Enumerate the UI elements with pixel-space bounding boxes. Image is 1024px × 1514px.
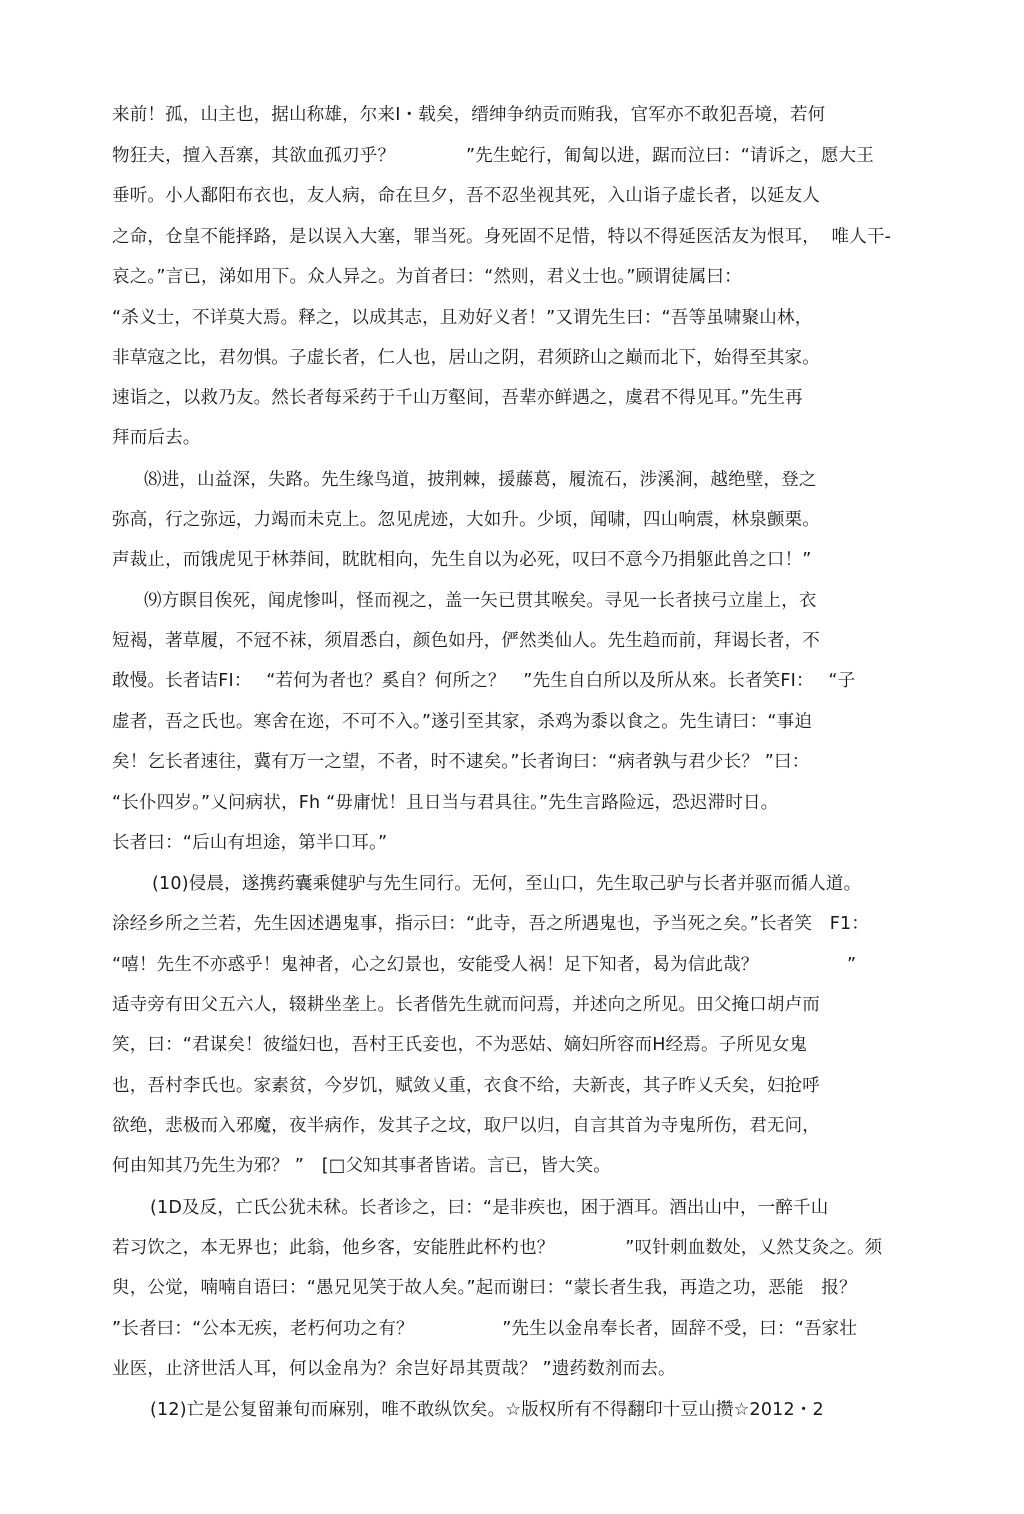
text-line: 若习饮之，本无界也；此翁，他乡客，安能胜此杯杓也？ ”叹针刺血数处，乂然艾灸之。须	[112, 1238, 883, 1258]
paragraph-9-start: ⑼方瞑目俟死，闻虎惨叫，怪而视之，盖一矢已贯其喉矣。寻见一长者挟弓立崖上，衣	[144, 591, 817, 611]
paragraph-10-start: (10)侵晨，遂携药囊乘健驴与先生同行。无何，至山口，先生取己驴与长者并驱而循人道。	[152, 874, 862, 894]
text-line: 垂听。小人鄱阳布衣也，友人病，命在旦夕，吾不忍坐视其死，入山诣子虚长者，以延友人	[112, 186, 820, 206]
text-line: 非草寇之比，君勿惧。子虚长者，仁人也，居山之阴，君须跻山之巅而北下，始得至其家。	[112, 348, 820, 368]
text-line: 涂经乡所之兰若，先生因述遇鬼事，指示曰：“此寺，吾之所遇鬼也，予当死之矣。”长者笑 F1：	[112, 914, 870, 934]
paragraph-11-start: (1D及反，亡氏公犹未秫。长者诊之，曰：“是非疾也，困于酒耳。酒出山中，一醉千山	[150, 1198, 829, 1218]
text-line: 长者曰：“后山有坦途，第半口耳。”	[112, 833, 388, 853]
paragraph-12-start: (12)亡是公复留兼旬而麻别，唯不敢纵饮矣。☆版权所有不得翻印十豆山攒☆2012・2	[150, 1400, 824, 1420]
text-line: 短褐，著草履，不冠不袜，须眉悉白，颜色如丹，俨然类仙人。先生趋而前，拜谒长者，不	[112, 631, 820, 651]
text-line: 臾，公觉，喃喃自语曰：“愚兄见笑于故人矣。”起而谢曰：“蒙长者生我，再造之功，恶能 报？	[112, 1278, 857, 1298]
text-line: 业医，止济世活人耳，何以金帛为？余岂好昂其贾哉？ ”遗药数剂而去。	[112, 1359, 676, 1379]
text-line: 拜而后去。	[112, 428, 201, 448]
text-line: “杀义士，不详莫大焉。释之，以成其志，且劝好义者！”又谓先生曰：“吾等虽啸聚山林，	[112, 308, 813, 328]
text-line: 速诣之，以救乃友。然长者每采药于千山万壑间，吾辈亦鲜遇之，虞君不得见耳。”先生再	[112, 388, 803, 408]
text-line: 声裁止，而饿虎见于林莽间，眈眈相向，先生自以为必死，叹曰不意今乃捐躯此兽之口！”	[112, 550, 812, 570]
text-line: 矣！乞长者速往，冀有万一之望，不者，时不逮矣。”长者询曰：“病者孰与君少长？ ”曰：	[112, 752, 810, 772]
text-line: 弥高，行之弥远，力竭而未克上。忽见虎迹，大如升。少顷，闻啸，四山响震，林泉颤栗。	[112, 510, 820, 530]
text-line: 虚者，吾之氏也。寒舍在迩，不可不入。”遂引至其家，杀鸡为黍以食之。先生请曰：“事迫	[112, 712, 813, 732]
text-line: 适寺旁有田父五六人，辍耕坐垄上。长者偕先生就而问焉，并述向之所见。田父掩口胡卢而	[112, 995, 820, 1015]
text-line: 也，吾村李氏也。家素贫，今岁饥，赋敛乂重，衣食不给，夫新丧，其子昨乂夭矣，妇抢呼	[112, 1076, 820, 1096]
text-line: 敢慢。长者诘FI： “若何为者也？奚自？何所之？ ”先生自白所以及所从來。长者笑FI： “子	[112, 671, 856, 691]
text-line: ”长者曰：“公本无疾，老朽何功之有？ ”先生以金帛奉长者，固辞不受，曰：“吾家壮	[112, 1319, 858, 1339]
text-line: “长仆四岁。”乂问病状，Fh “毋庸忧！且日当与君具往。”先生言路险远，恐迟滞时日。	[112, 793, 779, 813]
text-line: 欲绝，悲极而入邪魔，夜半病作，发其子之坟，取尸以归，自言其首为寺鬼所伤，君无问，	[112, 1116, 820, 1136]
text-line: “嘻！先生不亦惑乎！鬼神者，心之幻景也，安能受人祸！足下知者，曷为信此哉？ ”	[112, 955, 857, 975]
text-line: 哀之。”言已，涕如用下。众人异之。为首者曰：“然则，君义士也。”顾谓徒属曰：	[112, 267, 742, 287]
text-line: 笑，曰：“君谋矣！彼缢妇也，吾村王氏妾也，不为恶姑、嫡妇所容而H经焉。子所见女鬼	[112, 1035, 808, 1055]
text-line: 何由知其乃先生为邪？ ” [□父知其事者皆诺。言已，皆大笑。	[112, 1156, 611, 1176]
text-line: 物狂夫，擅入吾寨，其欲血孤刃乎？ ”先生蛇行，匍匐以进，踞而泣曰：“请诉之，愿大王	[112, 146, 874, 166]
text-line: 之命，仓皇不能择路，是以误入大塞，罪当死。身死固不足惜，特以不得延医活友为恨耳， 唯人干-	[112, 227, 892, 247]
text-line: 来前！孤，山主也，据山称雄，尔来I・载矣，缙绅争纳贡而贿我，官军亦不敢犯吾境，若何	[112, 105, 826, 125]
paragraph-8-start: ⑻进，山益深，失路。先生缘鸟道，披荆棘，援藤葛，履流石，涉溪涧，越绝壁，登之	[144, 470, 817, 490]
